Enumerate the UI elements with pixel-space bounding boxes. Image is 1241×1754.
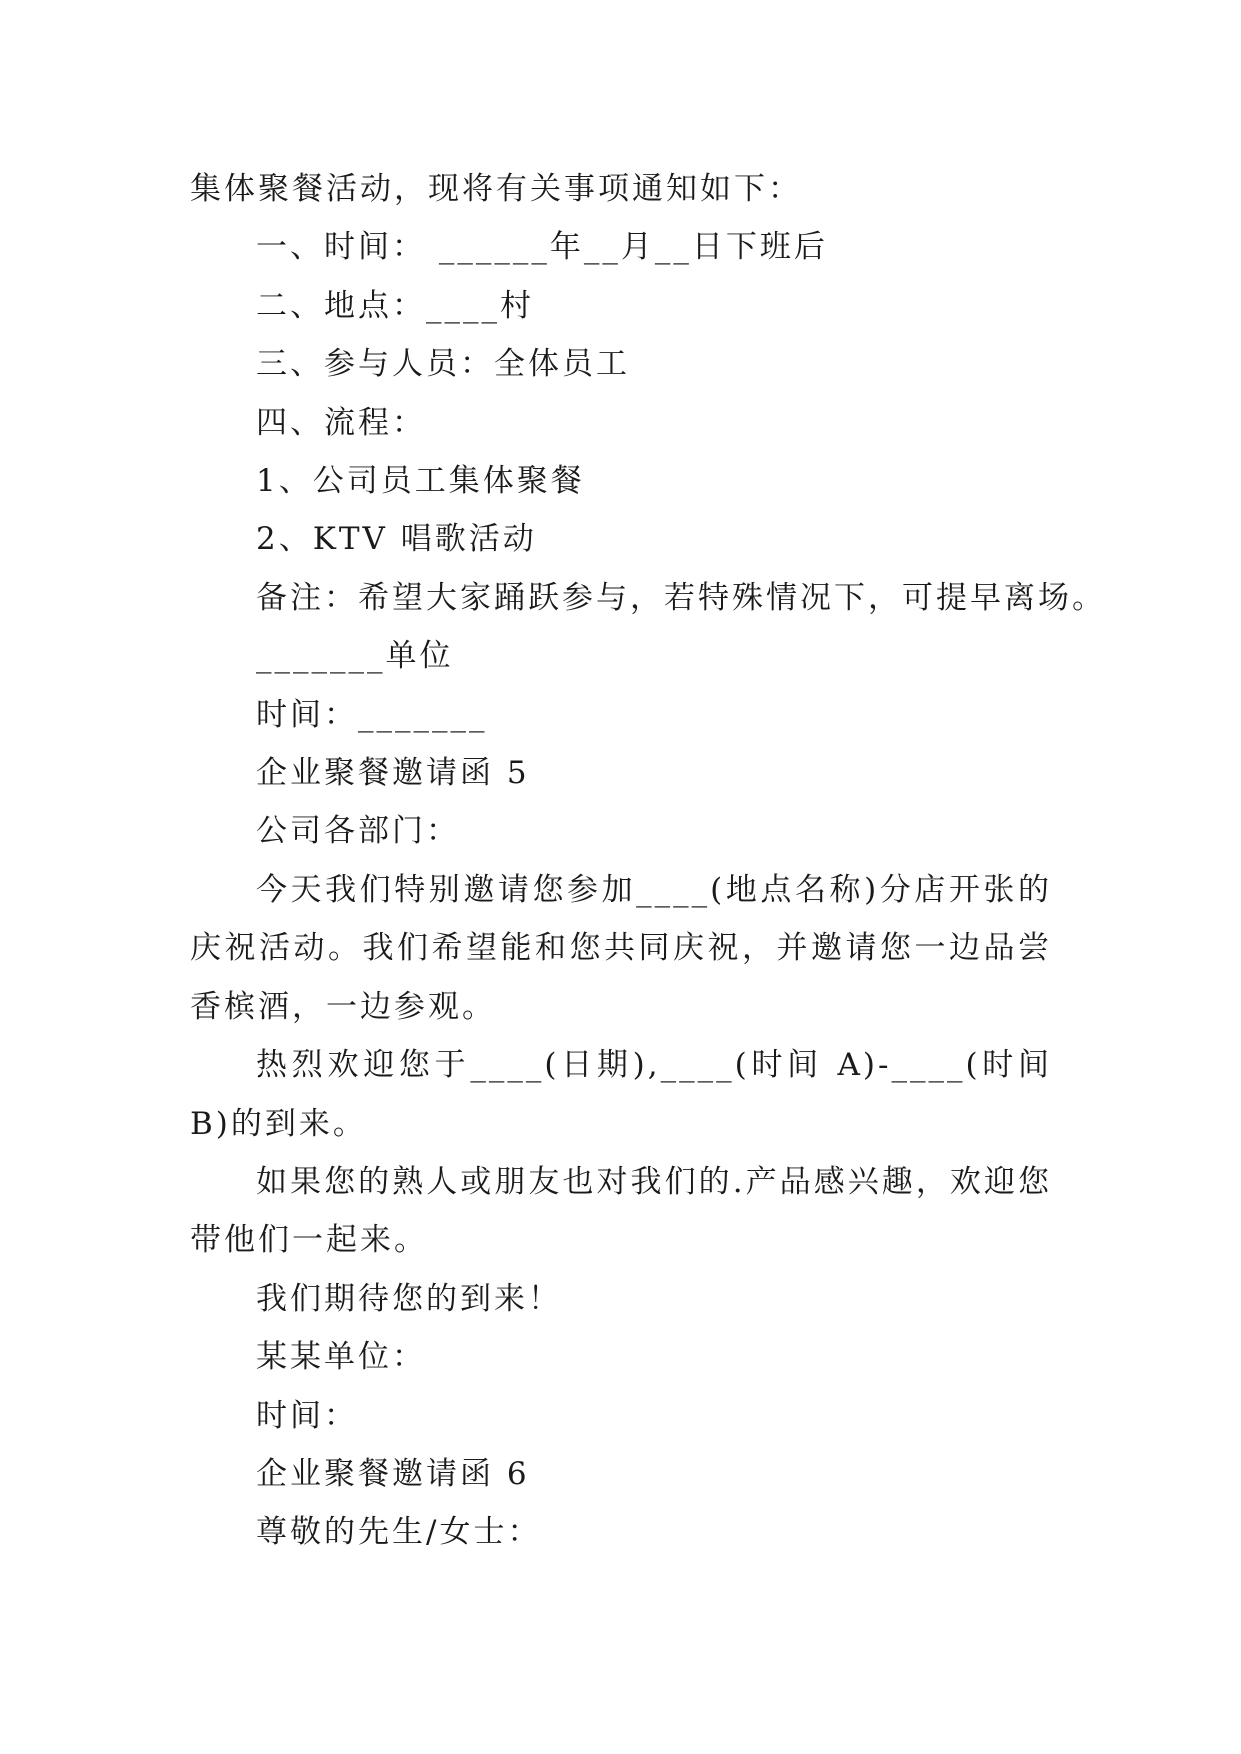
paragraph-salutation-2: 尊敬的先生/女士：: [256, 1514, 542, 1551]
paragraph-time-label: 时间：: [256, 1397, 358, 1434]
document-body: [190, 160, 1106, 1562]
paragraph-closing: 我们期待您的到来！: [256, 1280, 562, 1317]
paragraph-process-heading: 四、流程：: [256, 404, 426, 441]
paragraph-participants: 三、参与人员：全体员工: [256, 346, 630, 383]
section-heading-invitation-6: 企业聚餐邀请函 6: [256, 1455, 530, 1492]
paragraph-unit-signature: _______单位: [256, 638, 454, 675]
paragraph-process-item-1: 1、公司员工集体聚餐: [256, 463, 585, 500]
paragraph-welcome-time: 热烈欢迎您于____(日期),____(时间 A)-____(时间 B)的到来。: [190, 1047, 1052, 1142]
paragraph-time: 一、时间： ______年__月__日下班后: [256, 229, 828, 266]
paragraph-invitation-body: 今天我们特别邀请您参加____(地点名称)分店开张的庆祝活动。我们希望能和您共同庆祝，并邀请您一边品尝香槟酒，一边参观。: [190, 871, 1052, 1025]
paragraph-remark: 备注：希望大家踊跃参与，若特殊情况下，可提早离场。: [256, 579, 1106, 616]
paragraph-unit: 某某单位：: [256, 1339, 426, 1376]
section-heading-invitation-5: 企业聚餐邀请函 5: [256, 755, 530, 792]
paragraph-friends: 如果您的熟人或朋友也对我们的.产品感兴趣，欢迎您带他们一起来。: [190, 1163, 1052, 1259]
paragraph-intro: 集体聚餐活动，现将有关事项通知如下：: [190, 171, 802, 207]
paragraph-signature-time: 时间：_______: [256, 696, 488, 733]
paragraph-process-item-2: 2、KTV 唱歌活动: [256, 521, 537, 558]
paragraph-location: 二、地点：____村: [256, 287, 534, 324]
paragraph-salutation: 公司各部门：: [256, 813, 460, 850]
